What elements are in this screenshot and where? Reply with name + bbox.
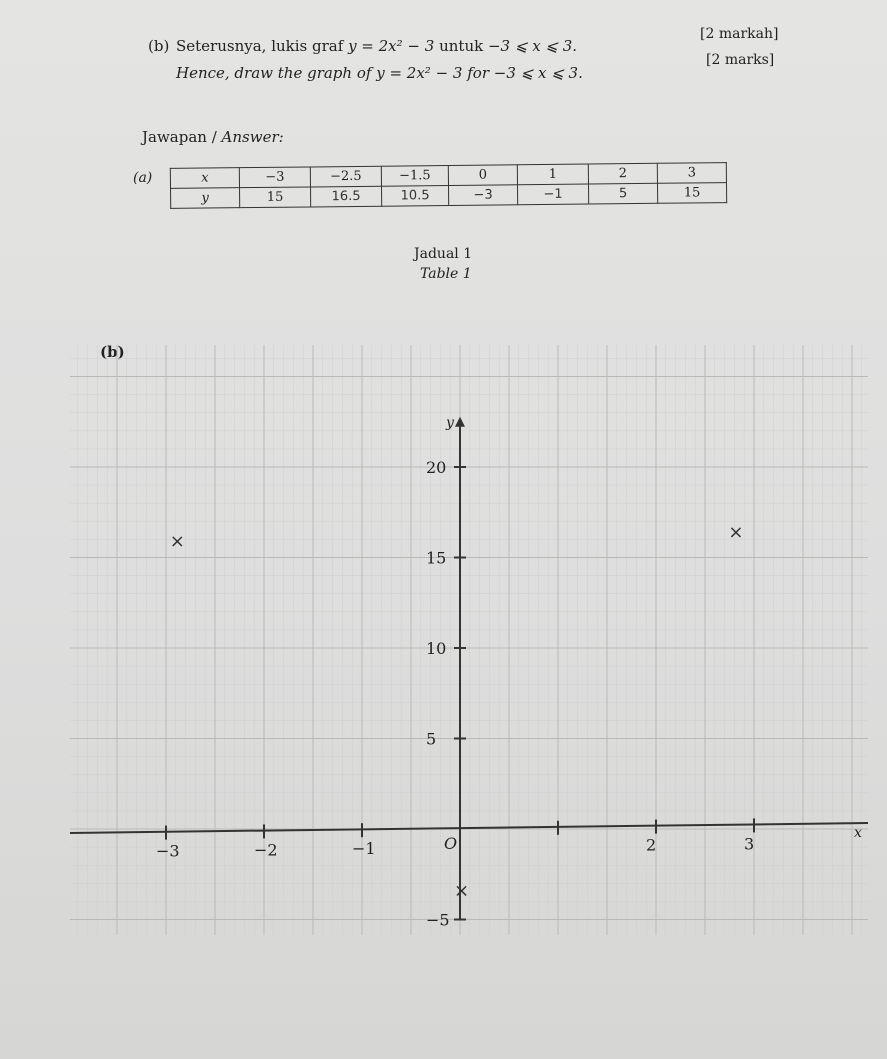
- table-cell-x: −2.5: [310, 166, 381, 187]
- answer-label-malay: Jawapan /: [142, 128, 222, 146]
- x-axis-label: x: [854, 825, 862, 841]
- question-ms-formula: y = 2x² − 3: [348, 37, 435, 55]
- part-a-label: (a): [133, 170, 153, 186]
- x-tick-label: −3: [156, 841, 180, 861]
- table-cell-x: 2: [588, 163, 657, 184]
- question-ms-range: −3 ⩽ x ⩽ 3.: [487, 37, 578, 55]
- marks-english: [2 marks]: [706, 52, 775, 68]
- question-en-range: −3 ⩽ x ⩽ 3.: [493, 64, 583, 82]
- y-tick-label: 5: [426, 729, 437, 749]
- table-cell-y-handwritten: −3: [449, 185, 518, 206]
- x-tick-label: −1: [352, 839, 376, 859]
- plotted-point-marker: ×: [169, 531, 185, 553]
- table-caption-malay: Jadual 1: [414, 246, 473, 262]
- x-axis: [70, 823, 868, 833]
- table-cell-y-handwritten: 10.5: [382, 186, 449, 207]
- question-ms-mid: untuk: [439, 37, 484, 55]
- y-tick-label: 10: [426, 639, 447, 658]
- x-tick-label: O: [444, 834, 458, 853]
- question-en-mid: for: [467, 64, 489, 82]
- marks-malay: [2 markah]: [700, 26, 779, 42]
- table-caption-english: Table 1: [420, 266, 472, 282]
- table-cell-y-handwritten: 16.5: [311, 186, 382, 207]
- table-cell-y: 15: [657, 183, 726, 204]
- table-cell-x: 0: [448, 165, 517, 186]
- question-label: (b): [148, 37, 170, 55]
- answer-label-english: Answer:: [221, 128, 284, 146]
- y-axis-label: y: [446, 414, 454, 431]
- table-cell-y: 15: [240, 187, 311, 208]
- table-header-x: x: [170, 168, 239, 189]
- table-header-y: y: [171, 188, 240, 209]
- table-cell-y-handwritten: −1: [517, 184, 588, 205]
- table-cell-x: 3: [657, 163, 726, 184]
- question-en-formula: y = 2x² − 3: [376, 64, 463, 82]
- question-en-prefix: Hence, draw the graph of: [176, 64, 372, 82]
- part-b-label: (b): [100, 343, 125, 361]
- y-axis-arrow: [455, 417, 465, 427]
- x-tick-label: 2: [646, 835, 657, 855]
- plotted-point-marker: ×: [454, 880, 470, 902]
- y-tick-label: 15: [426, 548, 447, 568]
- y-tick-label: −5: [426, 910, 450, 930]
- x-tick-label: 3: [744, 834, 755, 854]
- table-cell-x: 1: [517, 164, 588, 185]
- x-tick-label: −2: [254, 840, 278, 860]
- table-cell-x: −3: [239, 167, 310, 188]
- axis-ticks: [156, 458, 754, 930]
- question-ms-prefix: Seterusnya, lukis graf: [176, 37, 344, 55]
- plotted-point-marker: ×: [728, 522, 744, 544]
- table-cell-y-handwritten: 5: [588, 183, 657, 204]
- y-tick-label: 20: [426, 458, 447, 477]
- table-cell-x: −1.5: [381, 166, 448, 187]
